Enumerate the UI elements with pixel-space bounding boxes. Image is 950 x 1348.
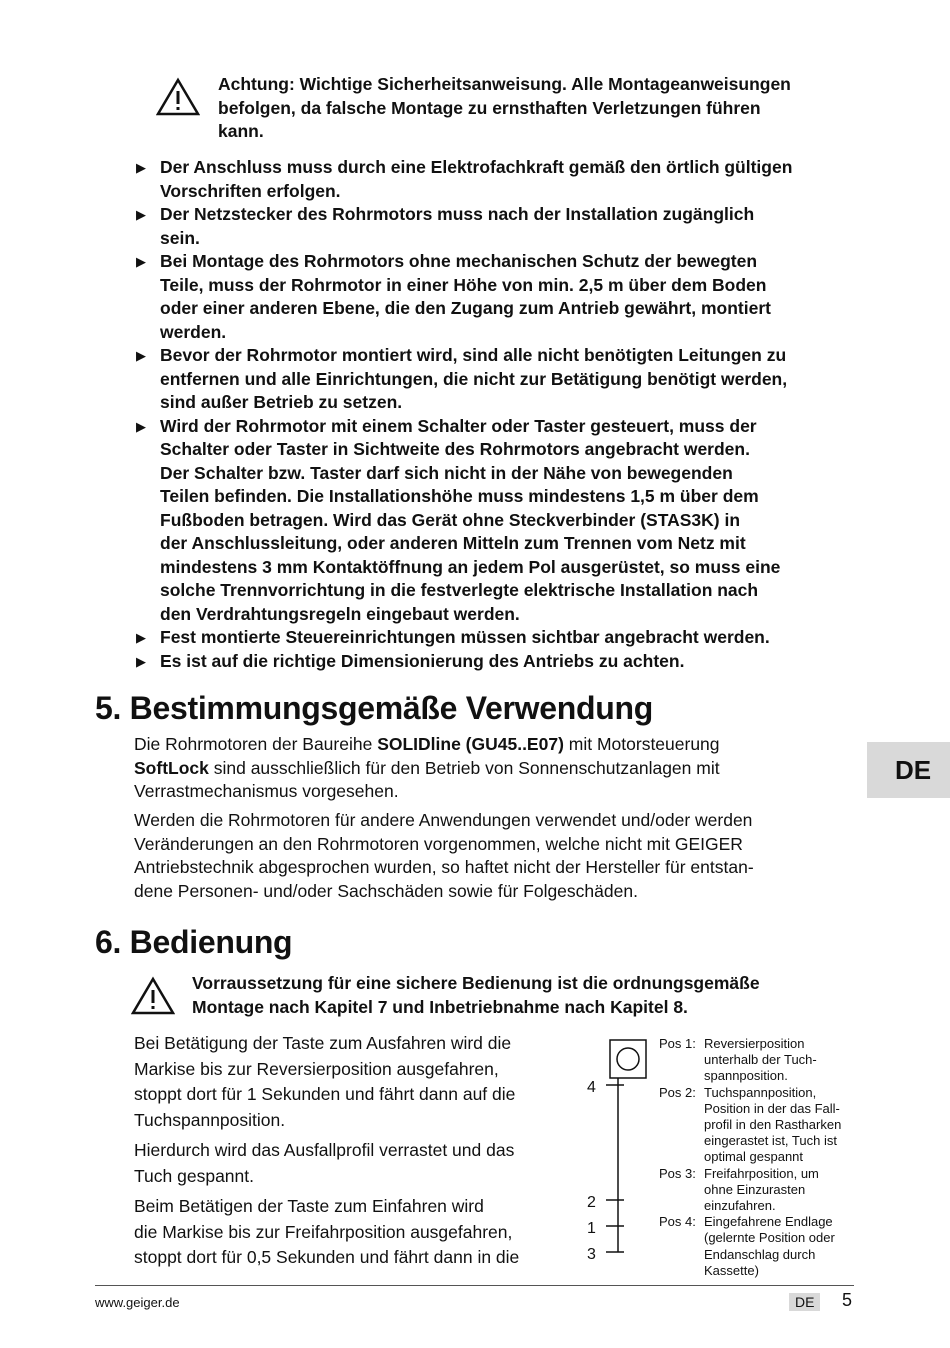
warning-text: Vorraussetzung für eine sichere Bedienung ist die ordnungsgemäße Montage nach Kapitel 7 und Inbetriebnahme nach Kapitel 8. bbox=[192, 973, 760, 1017]
legend-row: Pos 2: Tuchspannposition, Position in der das Fall- profil in den Rastharken eingerastet ist, Tuch ist optimal gespannt bbox=[659, 1084, 842, 1165]
page-number: 5 bbox=[842, 1290, 853, 1310]
triangle-bullet-icon: ▶ bbox=[136, 630, 146, 645]
section-5-paragraph-1: Die Rohrmotoren der Baureihe SOLIDline (GU45..E07) mit Motorsteuerung SoftLock sind ausschließlich für den Betrieb von Sonnenschutzanlagen mit Verrastmechanismus vorgesehen. bbox=[134, 734, 720, 801]
position-label-1: 1 bbox=[587, 1220, 596, 1237]
warning-text: Achtung: Wichtige Sicherheitsanweisung. Alle Montageanweisungen befolgen, da falsche Montage zu ernsthaften Verletzungen führen kann. bbox=[218, 74, 791, 141]
footer-language: DE bbox=[789, 1293, 820, 1311]
section-6-heading: 6. Bedienung bbox=[95, 924, 293, 960]
legend-row: Pos 4: Eingefahrene Endlage (gelernte Position oder Endanschlag durch Kassette) bbox=[659, 1214, 835, 1278]
position-label-3: 3 bbox=[587, 1246, 596, 1263]
list-item: ▶ Wird der Rohrmotor mit einem Schalter oder Taster gesteuert, muss der Schalter oder Taster in Sichtweite des Rohrmotors angebracht werden. Der Schalter bzw. Taster darf sich nicht in der Nähe von bewegenden Teilen befinden. Die Installationshöhe muss mindestens 1,5 m über dem Fußboden betragen. Wird das Gerät ohne Steckverbinder (STAS3K) in der Anschlussleitung, oder anderen Mitteln zum Trennen vom Netz mit mindestens 3 mm Kontaktöffnung an jedem Pol ausgerüstet, so muss eine solche Trennvorrichtung in die festverlegte elektrische Installation nach den Verdrahtungsregeln eingebaut werden. bbox=[136, 415, 781, 624]
list-item: ▶ Der Anschluss muss durch eine Elektrofachkraft gemäß den örtlich gültigen Vorschriften erfolgen. bbox=[136, 157, 793, 201]
position-label-2: 2 bbox=[587, 1194, 596, 1211]
position-legend bbox=[659, 1036, 879, 1279]
operation-text bbox=[134, 1031, 564, 1276]
list-item: ▶ Bevor der Rohrmotor montiert wird, sind alle nicht benötigten Leitungen zu entfernen und alle Einrichtungen, die nicht zur Betätigung benötigt werden, sind außer Betrieb zu setzen. bbox=[136, 345, 788, 412]
position-label-4: 4 bbox=[587, 1079, 596, 1096]
paragraph: Beim Betätigen der Taste zum Einfahren wird die Markise bis zur Freifahrposition ausgefahren, stoppt dort für 0,5 Sekunden und fährt dann in die bbox=[134, 1196, 520, 1267]
tube-motor-icon bbox=[617, 1048, 639, 1070]
triangle-bullet-icon: ▶ bbox=[136, 348, 146, 363]
list-item: ▶ Es ist auf die richtige Dimensionierung des Antriebs zu achten. bbox=[136, 650, 866, 674]
legend-row: Pos 1: Reversierposition unterhalb der Tuch- spannposition. bbox=[659, 1036, 817, 1084]
section-5-paragraph-2: Werden die Rohrmotoren für andere Anwendungen verwendet und/oder werden Veränderungen an den Rohrmotoren vorgenommen, welche nicht mit GEIGER Antriebstechnik abgesprochen wurden, so haftet nicht der Hersteller für entstan- dene Personen- und/oder Sachschäden sowie für Folgeschäden. bbox=[134, 810, 754, 901]
triangle-bullet-icon: ▶ bbox=[136, 207, 146, 222]
triangle-bullet-icon: ▶ bbox=[136, 160, 146, 175]
position-diagram bbox=[580, 1038, 650, 1268]
warning-triangle-icon bbox=[131, 976, 175, 1016]
section-5-heading: 5. Bestimmungsgemäße Verwendung bbox=[95, 690, 653, 726]
triangle-bullet-icon: ▶ bbox=[136, 254, 146, 269]
list-item: ▶ Der Netzstecker des Rohrmotors muss nach der Installation zugänglich sein. bbox=[136, 204, 755, 248]
cassette-box bbox=[610, 1040, 646, 1078]
footer-url[interactable]: www.geiger.de bbox=[95, 1295, 180, 1310]
paragraph: Hierdurch wird das Ausfallprofil verrastet und das Tuch gespannt. bbox=[134, 1140, 515, 1186]
language-tab: DE bbox=[867, 742, 950, 798]
warning-triangle-icon bbox=[156, 77, 200, 117]
list-item: ▶ Fest montierte Steuereinrichtungen müssen sichtbar angebracht werden. bbox=[136, 626, 866, 650]
footer-divider bbox=[95, 1285, 854, 1286]
paragraph: Bei Betätigung der Taste zum Ausfahren wird die Markise bis zur Reversierposition ausgefahren, stoppt dort für 1 Sekunden und fährt dann auf die Tuchspannposition. bbox=[134, 1033, 516, 1130]
safety-bullet-list bbox=[136, 156, 866, 673]
legend-row: Pos 3: Freifahrposition, um ohne Einzurasten einzufahren. bbox=[659, 1165, 819, 1214]
list-item: ▶ Bei Montage des Rohrmotors ohne mechanischen Schutz der bewegten Teile, muss der Rohrmotor in einer Höhe von min. 2,5 m über dem Boden oder einer anderen Ebene, die den Zugang zum Antrieb gewährt, montiert werden. bbox=[136, 251, 771, 342]
triangle-bullet-icon: ▶ bbox=[136, 653, 146, 669]
triangle-bullet-icon: ▶ bbox=[136, 418, 146, 434]
